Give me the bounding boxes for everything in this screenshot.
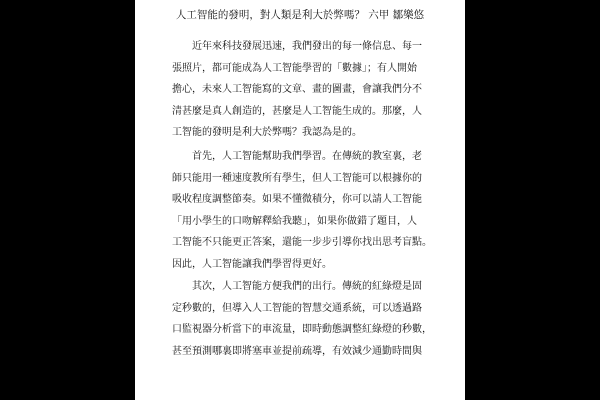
text-line: 工智能不只能更正答案，還能一步步引導你找出思考盲點。: [172, 237, 432, 249]
paragraph-learning: [172, 146, 432, 276]
text-line: 師只能用一種速度教所有學生，但人工智能可以根據你的: [172, 172, 422, 184]
text-line: 定秒數的，但導入人工智能的智慧交通系統，可以透過路: [172, 302, 422, 314]
text-line: 甚至預測哪裏即將塞車並提前疏導，有效減少通勤時間與: [172, 345, 422, 357]
text-line: 首先，人工智能幫助我們學習。在傳統的教室裏，老: [172, 151, 422, 162]
text-line: 張照片，都可能成為人工智能學習的「數據」；有人開始: [172, 62, 417, 74]
paragraph-intro: [172, 36, 428, 144]
text-line: 其次，人工智能方便我們的出行。傳統的紅綠燈是固: [172, 281, 422, 292]
text-line: 清甚麼是真人創造的，甚麼是人工智能生成的。那麼，人: [172, 105, 422, 117]
text-line: 口監視器分析當下的車流量，即時動態調整紅綠燈的秒數，: [172, 324, 432, 336]
paragraph-transport: [172, 276, 432, 362]
text-line: 吸收程度調整節奏。如果不懂微積分，你可以請人工智能: [172, 194, 422, 206]
text-line: 近年來科技發展迅速，我們發出的每一條信息、每一: [172, 41, 422, 52]
essay-title: 人工智能的發明，對人類是利大於弊嗎？ 六甲 鄒樂悠: [175, 9, 425, 21]
text-line: 擔心，未來人工智能寫的文章、畫的圖畫，會讓我們分不: [172, 84, 422, 96]
text-line: 因此，人工智能讓我們學習得更好。: [172, 258, 332, 270]
document-page: [135, 0, 465, 400]
text-line: 工智能的發明是利大於弊嗎？我認為是的。: [172, 127, 362, 139]
text-line: 「用小學生的口吻解釋給我聽」，如果你做錯了題目，人: [172, 215, 417, 227]
